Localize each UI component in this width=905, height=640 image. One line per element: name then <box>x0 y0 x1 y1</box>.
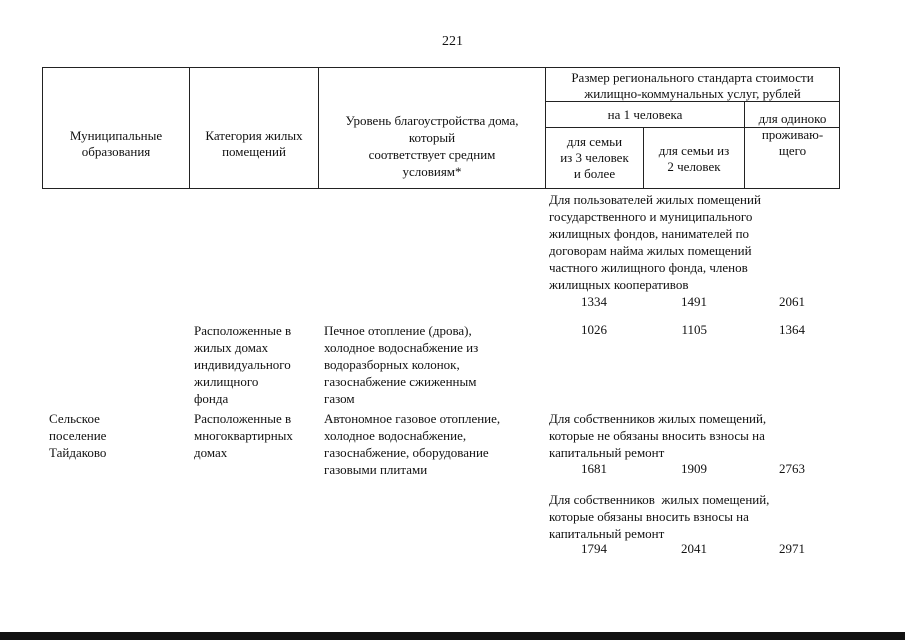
group3-value-family3: 1794 <box>581 541 607 556</box>
header-single: для одиноко проживаю- щего <box>758 111 827 158</box>
header-family-2: для семьи из 2 человек <box>658 143 730 174</box>
scan-edge-bar <box>0 632 905 640</box>
group3-value-single: 2971 <box>779 541 805 556</box>
group3-caption: Для собственников жилых помещений, которые обязаны вносить взносы на капитальный ремонт <box>549 492 770 541</box>
header-per-person: на 1 человека <box>607 107 683 122</box>
row-individual-value-family2: 1105 <box>681 322 707 337</box>
group3-value-family2: 2041 <box>681 541 707 556</box>
group1-caption: Для пользователей жилых помещений государственного и муниципального жилищных фондов, нанимателей по договорам найма жилых помещений частного жилищного фонда, членов жилищных кооперативов <box>549 192 761 292</box>
group2-value-single: 2763 <box>779 461 805 476</box>
row-apartment-category: Расположенные в многоквартирных домах <box>194 411 293 460</box>
header-category: Категория жилых помещений <box>205 128 303 159</box>
group2-value-family2: 1909 <box>681 461 707 476</box>
group1-value-family2: 1491 <box>681 294 707 309</box>
row-individual-value-single: 1364 <box>779 322 805 337</box>
header-level: Уровень благоустройства дома, который соответствует средним условиям* <box>345 113 519 179</box>
row-individual-level: Печное отопление (дрова), холодное водоснабжение из водоразборных колонок, газоснабжение сжиженным газом <box>324 323 479 406</box>
row-apartment-level: Автономное газовое отопление, холодное водоснабжение, газоснабжение, оборудование газовыми плитами <box>324 411 501 477</box>
municipality-name: Сельское поселение Тайдаково <box>49 411 107 460</box>
group2-value-family3: 1681 <box>581 461 607 476</box>
header-family-3: для семьи из 3 человек и более <box>560 134 629 181</box>
row-individual-value-family3: 1026 <box>581 322 607 337</box>
header-municipality: Муниципальные образования <box>69 128 163 159</box>
group1-value-family3: 1334 <box>581 294 607 309</box>
group2-caption: Для собственников жилых помещений, которые не обязаны вносить взносы на капитальный ремонт <box>549 411 767 460</box>
group1-value-single: 2061 <box>779 294 805 309</box>
header-standard-size: Размер регионального стандарта стоимости жилищно-коммунальных услуг, рублей <box>571 70 814 101</box>
row-individual-category: Расположенные в жилых домах индивидуального жилищного фонда <box>194 323 292 406</box>
page-number: 221 <box>442 34 463 49</box>
